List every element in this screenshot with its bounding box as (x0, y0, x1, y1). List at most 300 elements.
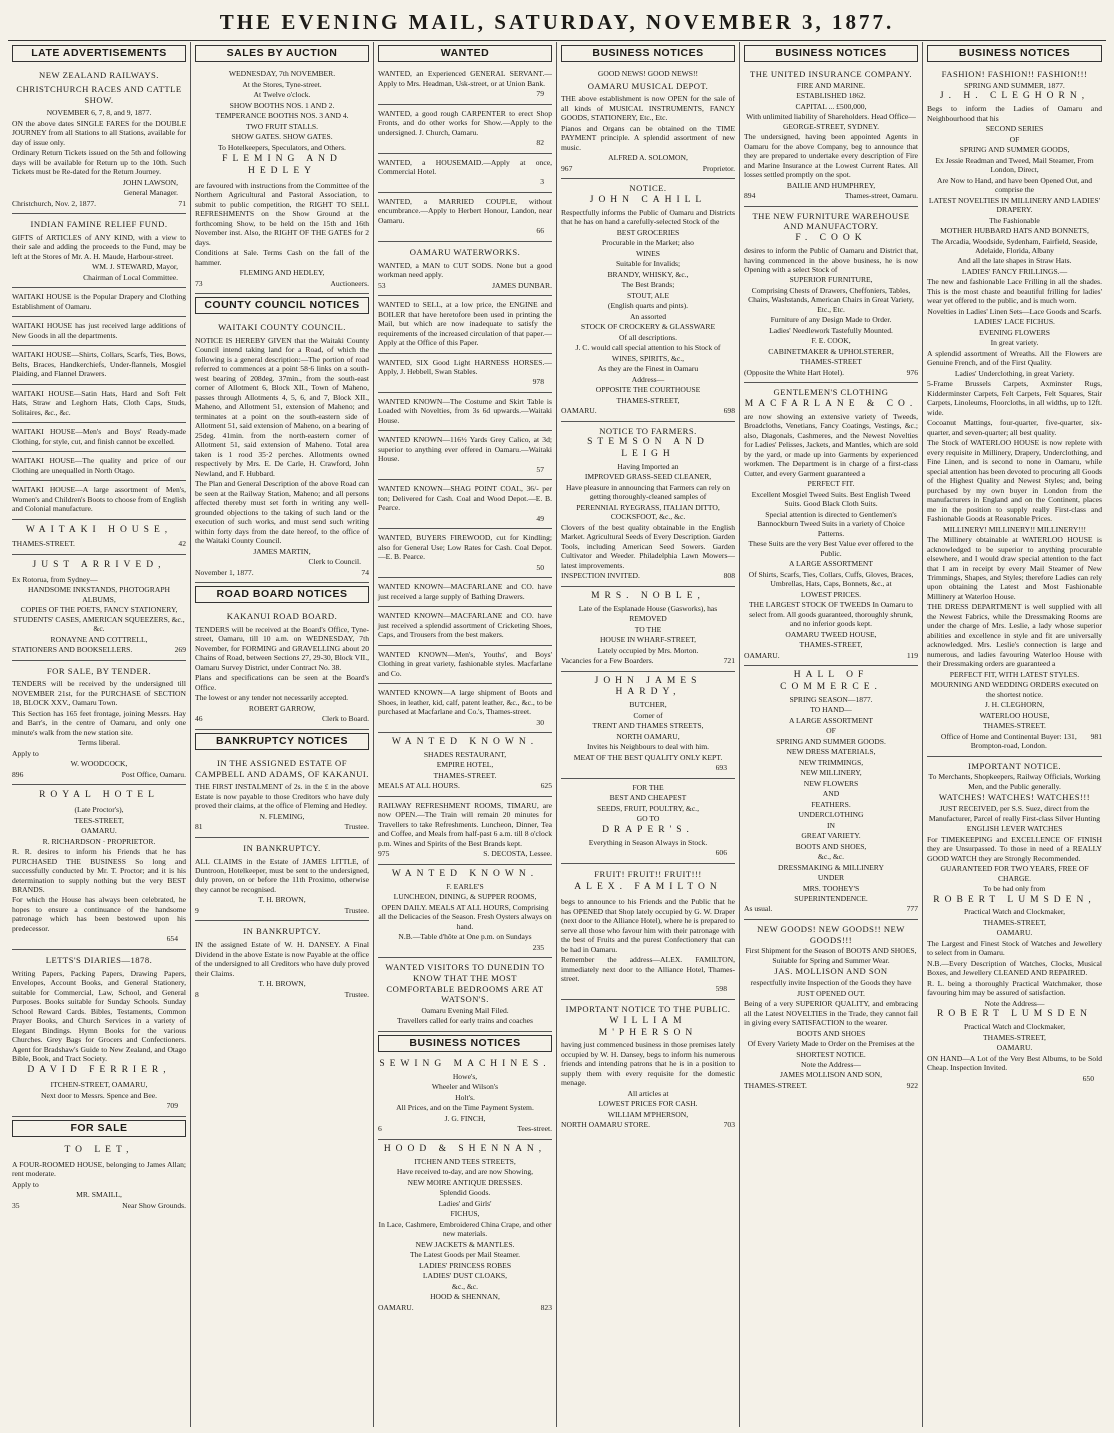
ad-footer (195, 990, 369, 999)
ad-body: SEEDS, FRUIT, POULTRY, &c., (597, 803, 699, 813)
ad-title: INDIAN FAMINE RELIEF FUND. (30, 219, 168, 230)
ad-signature: Office of Home and Continental Buyer: 131, Brompton-road, London. (940, 731, 1077, 751)
ad-body: WANTED KNOWN—A large shipment of Boots and Shoes, in leather, kid, calf, patent leather, &c., &c., to be purchased at Macfarlane and Co.'s, Thames-street. (378, 688, 552, 717)
ad-body: The Stock of WATERLOO HOUSE is now replete with every requisite in Millinery, Drapery, Underclothing, and Fine Linen, and is second to none in Oamaru, while special attention has been devoted to procuring all Goods of the Highest Quality and Newest Styles; and, being purchased by my own buyer in London from the manufacturers in England and on the Continent, places me in the position to supply really First-class and Fashionable Goods at Reasonable Prices. (927, 438, 1102, 524)
ad-title: IN BANKRUPTCY. (243, 842, 321, 853)
ad-body: A LARGE ASSORTMENT (789, 559, 873, 569)
ad-body: Are Now to Hand, and have been Opened Out, and comprise the (937, 175, 1092, 195)
ad-body: WAITAKI HOUSE—The quality and price of our Clothing are unequalled in North Otago. (12, 456, 186, 475)
ad-body: MOTHER HUBBARD HATS AND BONNETS, (940, 226, 1089, 236)
ad-body: To Hotelkeepers, Speculators, and Others. (218, 142, 346, 152)
ad-signature: JAMES MARTIN, (253, 546, 311, 556)
ad-title: WAITAKI HOUSE, (25, 524, 173, 535)
ad-for-sale-tender (12, 661, 186, 786)
ad-title: IN BANKRUPTCY. (243, 926, 321, 937)
ad-waitaki-4 (12, 385, 186, 423)
ad-signature: Near Show Grounds. (122, 1200, 186, 1210)
ad-body: R. R. desires to inform his Friends that he has PURCHASED THE BUSINESS So long and successfully conducted by Mr. T. Proctor; and it is his determination to supply nothing but the very BEST BRANDS. (12, 847, 186, 894)
ad-title: FOR SALE, BY TENDER. (46, 665, 152, 676)
ad-title: ROYAL HOTEL (39, 790, 159, 801)
ad-title: WILLIAM M'PHERSON (598, 1015, 698, 1038)
ad-number: 57 (536, 464, 544, 474)
ad-body: SUPERINTENDENCE. (794, 893, 868, 903)
ad-body: Special attention is directed to Gentlemen's Bannockburn Tweed Suits in a variety of Choice Patterns. (757, 509, 905, 538)
ad-body: FICHUS, (450, 1209, 480, 1219)
ad-signature: (Opposite the White Hart Hotel). (744, 367, 845, 377)
ad-body: WANTED, a MAN to CUT SODS. None but a good workman need apply. (378, 260, 552, 280)
ad-body: THE DRESS DEPARTMENT is well supplied with all the Newest Fabrics, while the Dressmaking Rooms are under the charge of Mrs. Leslie, a lady whose superior abilities and excellence in style and fit are universally acknowledged. Mrs. Leslie's connection is large and numerous, and ladies favouring Waterloo House with their Dressmaking orders are guaranteed a (927, 602, 1102, 669)
ad-signature: Trustee. (344, 989, 369, 999)
ad-title: IMPORTANT NOTICE TO THE PUBLIC. (565, 1003, 731, 1014)
ad-title: FASHION! FASHION!! FASHION!!! (941, 69, 1088, 80)
ad-body: First Shipment for the Season of BOOTS AND SHOES, Suitable for Spring and Summer Wear. (745, 946, 917, 965)
ad-body: GIFTS of ARTICLES of ANY KIND, with a view to their sale and adding the proceeds to the Fund, may be left at the Stores of Mr. A. H. Maude, Harbour-street. (12, 232, 186, 261)
ad-watsons-dunedin (378, 958, 552, 1032)
ad-body: Everything in Season Always in Stock. (588, 837, 708, 847)
ad-body: AND (822, 789, 840, 799)
ad-body: GO TO (636, 814, 660, 824)
ad-body: OAMARU. (996, 1043, 1033, 1053)
ad-body: OAMARU. (744, 650, 780, 660)
ad-footer (195, 714, 369, 723)
ad-number: 777 (906, 904, 918, 914)
ad-body: FIRE AND MARINE. (796, 80, 866, 90)
column-6 (923, 42, 1106, 1427)
ad-body: IN the assigned Estate of W. H. DANSEY. A Final Dividend in the above Estate is now Payable at the office of the undersigned to all Creditors who have duly proved their Claims. (195, 940, 369, 978)
ad-dates: NOVEMBER 6, 7, 8, and 9, 1877. (46, 108, 152, 118)
ad-wanted (378, 296, 552, 353)
ad-waitaki-county-council (195, 317, 369, 583)
ad-body: WAITAKI HOUSE—Satin Hats, Hard and Soft Felt Hats, Straw and Leghorn Hats, Cloth Caps, Studs, Solitaires, &c., &c. (12, 388, 186, 417)
ad-wanted (378, 393, 552, 431)
ad-body: HOUSE IN WHARF-STREET, (599, 635, 697, 645)
ad-title: MACFARLANE & CO. (744, 399, 918, 410)
masthead: THE EVENING MAIL, SATURDAY, NOVEMBER 3, 1877. (219, 10, 895, 34)
ad-title: FRUIT! FRUIT!! FRUIT!!! (594, 868, 702, 879)
ad-number: 3 (540, 177, 544, 187)
ad-title: F. COOK (795, 233, 867, 244)
ad-body: SPRING AND SUMMER, 1877. (964, 80, 1065, 90)
ad-signature: Chairman of Local Committee. (83, 272, 178, 282)
ad-body: UNDERCLOTHING (798, 810, 864, 820)
ad-body: As they are the Finest in Oamaru (597, 364, 699, 374)
section-head-business-notices: BUSINESS NOTICES (378, 1035, 552, 1052)
ad-body: BRANDY, WHISKY, &c., (607, 269, 689, 279)
ad-body: PERFECT FIT, WITH LATEST STYLES. (949, 669, 1080, 679)
ad-royal-hotel (12, 785, 186, 950)
ad-signature: Post Office, Oamaru. (121, 769, 186, 779)
ad-number: 49 (536, 513, 544, 523)
ad-body: WEDNESDAY, 7th NOVEMBER. (228, 69, 336, 79)
ad-number: 35 (12, 1200, 20, 1210)
ad-title: JOHN JAMES HARDY, (594, 675, 702, 698)
ad-footer (12, 199, 186, 208)
ad-just-arrived (12, 555, 186, 661)
ad-body: Remember the address—ALEX. FAMILTON, immediately next door to the Alliance Hotel, Thames-street. (561, 955, 735, 983)
ad-body: WANTED KNOWN—116½ Yards Grey Calico, at 3d; superior to anything ever offered in Oamaru.—Waitaki House. (378, 435, 552, 464)
ad-body: WAITAKI HOUSE—Men's and Boys' Ready-made Clothing, for style, cut, and finish cannot be excelled. (12, 427, 186, 446)
ad-body: NEW DRESS MATERIALS, (786, 747, 876, 757)
ad-body: Lately occupied by Mrs. Morton. (597, 645, 699, 655)
ad-body: REMOVED (629, 614, 667, 624)
ad-signature: THAMES-STREET. (744, 1080, 807, 1090)
ad-body: At Twelve o'clock. (253, 90, 311, 100)
section-head-county-council: COUNTY COUNCIL NOTICES (195, 297, 369, 314)
ad-body: WAITAKI HOUSE has just received large additions of New Goods in all the departments. (12, 321, 186, 340)
ad-body: MOURNING AND WEDDING ORDERS executed on the shortest notice. (930, 680, 1099, 699)
ad-body: The Largest and Finest Stock of Watches and Jewellery to select from in Oamaru. (927, 938, 1102, 958)
ad-body: OF (1009, 134, 1020, 144)
ad-body: The Plan and General Description of the above Road can be seen at the Railway Station, Maheno; and all persons affected thereby must set forth in writing any well-grounded objections to the taking of such land or the execution of such works, and must send such writing within forty days from the date hereof, to the office of the Waitaki County Council. (195, 479, 369, 546)
ad-body: SPRING AND SUMMER GOODS. (776, 736, 886, 746)
ad-body: THAMES-STREET. (433, 770, 497, 780)
ad-body: SPRING SEASON—1877. (789, 694, 873, 704)
ad-number: 709 (166, 1101, 178, 1111)
ad-body: WAITAKI HOUSE—A large assortment of Men's, Women's and Children's Boots to choose from of English and Colonial manufacture. (12, 485, 186, 514)
ad-body: OAMARU TWEED HOUSE, (785, 629, 877, 639)
ad-body: LADIES' DUST CLOAKS, (422, 1271, 508, 1281)
ad-body: THAMES-STREET, (799, 640, 863, 650)
ad-body: The Fashionable (989, 215, 1040, 225)
section-head-for-sale: FOR SALE (12, 1120, 186, 1137)
column-3 (374, 42, 557, 1427)
ad-body: (English quarts and pints). (607, 301, 689, 311)
ad-body: ITCHEN AND TEES STREETS, (414, 1156, 516, 1166)
ad-footer (744, 1081, 918, 1090)
ad-signature: HOOD & SHENNAN, (430, 1292, 500, 1302)
ad-wanted (378, 646, 552, 684)
ad-body: NEW MOIRE ANTIQUE DRESSES. (407, 1177, 523, 1187)
ad-signature: J. H. CLEGHORN, (984, 700, 1045, 710)
ad-body: TENDERS will be received by the undersigned till NOVEMBER 21st, for the PURCHASE of SECTION 18, BLOCK XXV., Oamaru Town. (12, 679, 186, 708)
ad-body: Wheeler and Wilson's (431, 1082, 499, 1092)
ad-body: WANTED KNOWN—MACFARLANE and CO. have just received a splendid assortment of Cricketing Shoes, Caps, and Trousers from the best makers. (378, 611, 552, 640)
ad-number: 269 (174, 645, 186, 655)
ad-signature: CABINETMAKER & UPHOLSTERER, (768, 346, 894, 356)
ad-body: F. EARLE'S (446, 881, 484, 891)
ad-subtitle: CHRISTCHURCH RACES AND CATTLE SHOW. (16, 83, 182, 105)
ad-body: All articles at (627, 1088, 669, 1098)
section-head-road-board: ROAD BOARD NOTICES (195, 586, 369, 603)
ad-number: 598 (715, 984, 727, 994)
ad-body: The undersigned, having been appointed Agents in Oamaru for the above Company, beg to announce that they are prepared to undertake every description of Fire and Marine Insurance at the Lowest Current Rates. All losses settled promptly on the spot. (744, 132, 918, 180)
ad-title: STEMSON AND LEIGH (587, 437, 709, 460)
ad-footer (744, 191, 918, 200)
ad-title: GENTLEMEN'S CLOTHING (773, 387, 889, 398)
ad-footer (195, 568, 369, 577)
ad-body: are now showing an extensive variety of Tweeds, Broadcloths, Venetians, Fancy Coatings, Vestings, &c.; also, Diagonals, Cashmeres, and the Newest Novelties for Ladies' Pelisses, Jackets, and Mantles, which are sold by the yard, or made up into Garments by experienced workmen. The Department is in charge of a first-class Cutter, and every Garment guaranteed a (744, 411, 918, 478)
ad-signature: ALFRED A. SOLOMON, (608, 153, 688, 163)
ad-body: To be had only from (983, 884, 1046, 894)
ad-body: WAITAKI HOUSE is the Popular Drapery and Clothing Establishment of Oamaru. (12, 292, 186, 311)
ad-body: In great variety. (990, 338, 1039, 348)
ad-wanted (378, 154, 552, 193)
ad-mrs-noble (561, 587, 735, 672)
ad-footer (12, 645, 186, 654)
ad-signature: WILLIAM M'PHERSON, (607, 1109, 689, 1119)
column-5 (740, 42, 923, 1427)
ad-body: Have received to-day, and are now Showing, (396, 1167, 534, 1177)
ad-waitaki-6 (12, 452, 186, 481)
ad-number: 721 (723, 656, 735, 666)
ad-body: Apply to (12, 1179, 39, 1189)
ad-body: R. RICHARDSON · PROPRIETOR. (42, 836, 156, 846)
ad-body: SHOW BOOTHS NOS. 1 AND 2. (229, 100, 335, 110)
ad-body: Pianos and Organs can be obtained on the TIME PAYMENT principle. A splendid assortment of new music. (561, 123, 735, 152)
ad-f-cook-furniture (744, 207, 918, 384)
ad-number: 703 (723, 1120, 735, 1130)
ad-body: FEATHERS. (811, 799, 851, 809)
ad-body: Splendid Goods. (439, 1188, 491, 1198)
ad-number: 808 (723, 571, 735, 581)
ad-john-hardy (561, 672, 735, 779)
ad-signature: ROBERT LUMSDEN (936, 1009, 1093, 1020)
ad-body: EVENING FLOWERS (978, 327, 1051, 337)
ad-body: WANTED KNOWN—SHAG POINT COAL, 36/- per ton; Delivered for Cash. Coal and Wood Depot.—E. B. Pearce. (378, 484, 552, 513)
ad-body: Having Imported an (617, 462, 679, 471)
ad-macfarlane-clothing (744, 383, 918, 666)
section-head-late-advertisements: LATE ADVERTISEMENTS (12, 45, 186, 62)
ad-body: LATEST NOVELTIES IN MILLINERY AND LADIES' DRAPERY. (928, 195, 1101, 215)
ad-body: The Latest Goods per Mail Steamer. (409, 1250, 521, 1260)
ad-body: Comprising Chests of Drawers, Cheffoniers, Tables, Chairs, Washstands, American Chairs in Great Variety, Etc., Etc. (748, 285, 914, 314)
ad-body: With unlimited liability of Shareholders. Head Office—GEORGE-STREET, SYDNEY. (746, 112, 916, 131)
ad-signature: WATERLOO HOUSE, (979, 710, 1050, 720)
ad-body: GUARANTEED FOR TWO YEARS, FREE OF CHARGE. (940, 864, 1089, 883)
ad-wanted (378, 529, 552, 578)
ad-signature: ROBERT LUMSDEN, (933, 894, 1096, 905)
ad-body: MEAT OF THE BEST QUALITY ONLY KEPT. (573, 752, 723, 762)
ad-body: THE above establishment is now OPEN for the sale of all kinds of MUSICAL INSTRUMENTS, FANCY GOODS, STATIONERY, Etc., Etc. (561, 94, 735, 123)
ad-body: WANTED, a MARRIED COUPLE, without encumbrance.—Apply to Herbert Honour, Landon, near Oamaru. (378, 196, 552, 225)
ad-body: Apply to (12, 748, 39, 758)
ad-body: IN (826, 820, 835, 830)
ad-body: Being of a very SUPERIOR QUALITY, and embracing all the Latest NOVELTIES in the Trade, they cannot fail in giving every SATISFACTION to the wearer. (744, 999, 918, 1028)
ad-number: 894 (744, 191, 756, 201)
ad-body: Vacancies for a Few Boarders. (561, 656, 654, 666)
ad-body: Furniture of any Design Made to Order. (770, 315, 892, 325)
ad-body: WANTED to SELL, at a low price, the ENGINE and BOILER that have heretofore been used in printing the Mail, but which are now inadequate to satisfy the requirements of the increased circulation of that paper.—Apply at the Office of this Paper. (378, 300, 552, 348)
ad-body: The Millinery obtainable at WATERLOO HOUSE is acknowledged to be superior to anything procurable elsewhere, and I would draw special attention to the fact that I am in receipt by every Mail Steamer of New Trimmings, Shapes, and Styles; therefore Ladies can rely upon obtaining the Latest and Most Fashionable Millinery at Waterloo House. (927, 535, 1102, 601)
ad-number: 79 (536, 89, 544, 99)
ad-footer (561, 406, 735, 415)
ad-title: LETTS'S DIARIES—1878. (45, 954, 153, 965)
ad-title: THE NEW FURNITURE WAREHOUSE AND MANUFACTORY. (752, 210, 910, 232)
ad-signature: BAILIE AND HUMPHREY, (786, 180, 876, 190)
column-2 (191, 42, 374, 1427)
ad-number: 606 (715, 848, 727, 858)
ad-title: OAMARU WATERWORKS. (409, 246, 521, 257)
ad-number: 976 (906, 367, 918, 377)
ad-body: BEST GROCERIES (616, 227, 680, 237)
ad-body: LOWEST PRICES FOR CASH. (598, 1099, 698, 1109)
ad-body: LADIES' FANCY FRILLINGS.— (961, 266, 1068, 276)
ad-body: OAMARU. (81, 826, 117, 836)
ad-title: FLEMING AND HEDLEY (222, 154, 342, 176)
ad-title: HOOD & SHENNAN, (383, 1143, 547, 1154)
ad-number: 981 (1090, 731, 1102, 741)
ad-footer (378, 781, 552, 790)
ad-body: Ladies' Needlework Tastefully Mounted. (769, 325, 893, 335)
ad-body: are favoured with instructions from the Committee of the Northern Agricultural and Pastoral Association, to submit to public competition, the RIGHT TO SELL REFRESHMENTS on the Show Ground at the forthcoming Show, to be held on the 15th and 16th November inst. Also, the RIGHT OF THE GATES for 2 days. (195, 180, 369, 247)
ad-footer (378, 1303, 552, 1312)
ad-body: J. C. would call special attention to his Stock of (575, 343, 721, 353)
ad-title: IN THE ASSIGNED ESTATE OF CAMPBELL AND ADAMS, OF KAKANUI. (195, 757, 369, 779)
ad-number: 922 (906, 1080, 918, 1090)
ad-title: NOTICE TO FARMERS. (599, 425, 697, 436)
ad-body: FOR THE (632, 782, 664, 792)
ad-number: 50 (536, 562, 544, 572)
ad-waitaki-2 (12, 317, 186, 346)
ad-body: INSPECTION INVITED. (561, 571, 640, 581)
ad-signature: THAMES-STREET (800, 357, 862, 367)
ad-wanted (378, 354, 552, 393)
ad-body: DRESSMAKING & MILLINERY (778, 862, 884, 872)
ad-title: IMPORTANT NOTICE. (967, 760, 1062, 771)
ad-body: Corner of (633, 710, 663, 720)
ad-body: Next door to Messrs. Spence and Bee. (41, 1090, 157, 1100)
ad-shades-restaurant (378, 733, 552, 797)
ad-body: SHOW GATES. SHOW GATES. (231, 132, 333, 142)
ad-number: 650 (1082, 1073, 1094, 1083)
ad-footer (195, 822, 369, 831)
ad-footer (12, 1201, 186, 1210)
section-head-wanted: WANTED (378, 45, 552, 62)
ad-wanted (378, 105, 552, 154)
ad-title: WANTED KNOWN. (391, 737, 539, 748)
ad-body: In Lace, Cashmere, Embroidered China Crape, and other new materials. (378, 1219, 552, 1239)
ad-body: ENGLISH LEVER WATCHES (966, 824, 1063, 834)
ad-body: THAMES-STREET, (983, 1032, 1046, 1042)
ad-waitaki-3 (12, 346, 186, 384)
ad-signature: Tees-street. (517, 1124, 552, 1134)
section-head-sales-by-auction: SALES BY AUCTION (195, 45, 369, 62)
ad-signature: DAVID FERRIER, (27, 1065, 171, 1076)
ad-body: Address— (631, 374, 665, 384)
ad-body: As usual. (744, 904, 773, 914)
ad-body: OF (826, 726, 836, 736)
ad-william-mpherson (561, 1000, 735, 1135)
ad-body: WANTED KNOWN—Men's, Youths', and Boys' Clothing in great variety, fashionable styles. Macfarlane and Co. (378, 649, 552, 678)
ad-wanted (378, 578, 552, 607)
ad-body: WINES, SPIRITS, &c., (611, 353, 685, 363)
ad-hall-of-commerce (744, 666, 918, 920)
ad-signature: FLEMING AND HEDLEY, (239, 268, 325, 278)
ad-body: TEES-STREET, (74, 815, 124, 825)
ad-number: 66 (536, 226, 544, 236)
ad-body: Terms liberal. (77, 738, 121, 748)
ad-body: TRENT AND THAMES STREETS, (592, 721, 704, 731)
ad-signature: JAMES DUNBAR. (492, 280, 552, 290)
ad-signature: MR. SMAILL, (76, 1190, 122, 1200)
ad-body: THAMES-STREET, (616, 395, 680, 405)
ad-body: Ladies' Underclothing, in great Variety. (954, 368, 1075, 378)
ad-body: Suitable for Invalids; (615, 259, 681, 269)
ad-body: ALL CLAIMS in the Estate of JAMES LITTLE, of Duntroon, Hotelkeeper, must be sent to the undersigned, duly proven, on or before the 11th Proximo, otherwise they cannot be recognised. (195, 856, 369, 894)
ad-body: THAMES-STREET, (983, 917, 1046, 927)
ad-railway-refreshment (378, 797, 552, 865)
ad-signature: RONAYNE AND COTTRELL, (50, 634, 148, 644)
ad-signature: Clerk to Council. (308, 557, 361, 567)
ad-title: DRAPER'S. (602, 824, 694, 835)
ad-body: IMPROVED GRASS-SEED CLEANER, (584, 472, 712, 482)
ad-drapers (561, 779, 735, 864)
ad-number: 978 (532, 377, 544, 387)
ad-body: TO HAND— (810, 705, 852, 715)
ad-title: WANTED VISITORS TO DUNEDIN TO KNOW THAT THE MOST COMFORTABLE BEDROOMS ARE AT WATSON'S. (385, 962, 545, 1005)
ad-waitaki-house (12, 520, 186, 555)
ad-body: The Best Brands; (621, 280, 675, 290)
ad-footer (378, 1124, 552, 1133)
ad-number: 71 (178, 198, 186, 208)
ad-body: Respectfully informs the Public of Oamaru and Districts that he has on hand a carefully-selected Stock of the (561, 207, 735, 227)
ad-signature: JAMES MOLLISON AND SON, (779, 1070, 883, 1080)
ad-body: LADIES' LACE FICHUS. (974, 317, 1055, 327)
ad-signature: T. H. BROWN, (258, 895, 306, 905)
ad-wanted (378, 193, 552, 242)
ad-footer (12, 770, 186, 779)
ad-signature: Trustee. (344, 822, 369, 832)
ad-body: WANTED, an Experienced GENERAL SERVANT.—Apply to Mrs. Headman, Usk-street, or at Union Bank. (378, 69, 552, 88)
ad-signature: T. H. BROWN, (258, 979, 306, 989)
ad-body: Clovers of the best quality obtainable in the English Market. Agricultural Seeds of Every Description. Garden Tools, including American Seed Sowers. Garden Cultivator and Weeder. Philadelphia Lawn Mowers—latest improvements. (561, 522, 735, 570)
ad-footer (378, 281, 552, 290)
ad-body: Ladies' and Girls' (438, 1198, 492, 1208)
ad-body: STOUT, ALE (627, 290, 669, 300)
ad-body: THE LARGEST STOCK OF TWEEDS In Oamaru to select from. All goods guaranteed, thoroughly shrunk, and no inferior goods kept. (749, 600, 913, 629)
ad-address: THAMES-STREET. (12, 539, 75, 549)
ad-footer-text: Christchurch, Nov. 2, 1877. (12, 198, 97, 208)
ad-body: ON HAND—A Lot of the Very Best Albums, to be Sold Cheap. Inspection Invited. (927, 1053, 1102, 1073)
ad-number: 967 (561, 163, 573, 173)
ad-hood-shennan (378, 1140, 552, 1317)
ad-number: 6 (378, 1124, 382, 1134)
ad-body: Plans and specifications can be seen at the Board's Office. (195, 673, 369, 692)
ad-body: For TIMEKEEPING and EXCELLENCE OF FINISH they are Unsurpassed. To those in need of a REALLY GOOD WATCH they are Strongly Recommended. (927, 834, 1102, 863)
ad-body: The Arcadia, Woodside, Sydenham, Fairfield, Seaside, Adelaide, Florida, Albany (931, 236, 1098, 255)
ad-body: BUTCHER, (629, 700, 667, 710)
ad-body: The new and fashionable Lace Frilling in all the shades. This is the most chaste and beautiful frilling for ladies' wear yet offered to the public, and is much worn. (927, 277, 1102, 306)
ad-to-let (12, 1140, 186, 1215)
ad-body: WANTED, BUYERS FIREWOOD, cut for Kindling; also for General Use; Low Rates for Cash. Coal Depot.—E. B. Pearce. (378, 533, 552, 562)
ad-number: 896 (12, 769, 24, 779)
ad-body: Note the Address— (801, 1060, 861, 1069)
ad-body: R. L. being a thoroughly Practical Watchmaker, those favouring him may be assured of satisfaction. (927, 978, 1102, 998)
ad-body: NEW FLOWERS (803, 778, 859, 788)
ad-body: WAITAKI HOUSE—Shirts, Collars, Scarfs, Ties, Bows, Belts, Braces, Handkerchiefs, Under-flannels, Mosgiel Plaiding, and Flannel Drawers. (12, 350, 186, 379)
ad-cleghorn-waterloo (927, 65, 1102, 757)
ad-wanted (378, 65, 552, 104)
ad-body: Of Every Variety Made to Order on the Premises at the (747, 1039, 915, 1049)
ad-number: 823 (540, 1302, 552, 1312)
ad-body: OPEN DAILY. MEALS AT ALL HOURS, Comprising all the Delicacies of the Season. Fresh Oysters always on hand. (378, 902, 552, 931)
ad-footer (195, 279, 369, 288)
ad-body: PERFECT FIT. (807, 479, 855, 489)
ad-signature: N. FLEMING, (259, 811, 305, 821)
ad-body: PERENNIAL RYEGRASS, ITALIAN DITTO, COCKSFOOT, &c., &c. (576, 502, 720, 522)
ad-number: 74 (361, 567, 369, 577)
ad-body: WINES (635, 248, 661, 258)
ad-body: SHORTEST NOTICE. (796, 1049, 866, 1059)
ad-body: respectfully invite Inspection of the Goods they have (750, 978, 912, 988)
ad-body: At the Stores, Tyne-street. (242, 79, 322, 89)
ad-earles-rooms (378, 865, 552, 958)
ad-body: NOTICE IS HEREBY GIVEN that the Waitaki County Council intend taking land for a Road, of which the following is a general description:—The portion of road referred to commences at a point 58·6 links on a south-west bearing of 208deg. 37min., from the south-east corner of Allotment 6, Block XII., Town of Maheno, passes through Allotments 4, 5, 6, and 7, Block XII., Maheno, and Allotment 51, extension of Maheno; and terminates at a point on the south-eastern side of Allotment 51, said extension of Maheno, on a bearing of 25deg. 41min. from the north-eastern corner of Allotment 51, said extension of Maheno. Total area taken is 1 rood 35·2 perches. Allotments owned respectively by Mrs. E. De Carle, H. Crawford, John Newland, and F. Hubbard. (195, 335, 369, 478)
ad-body: TO THE (634, 624, 662, 634)
column-1 (8, 42, 191, 1427)
ad-body: Ex Rotorua, from Sydney— (12, 574, 98, 584)
ad-wanted (378, 607, 552, 645)
